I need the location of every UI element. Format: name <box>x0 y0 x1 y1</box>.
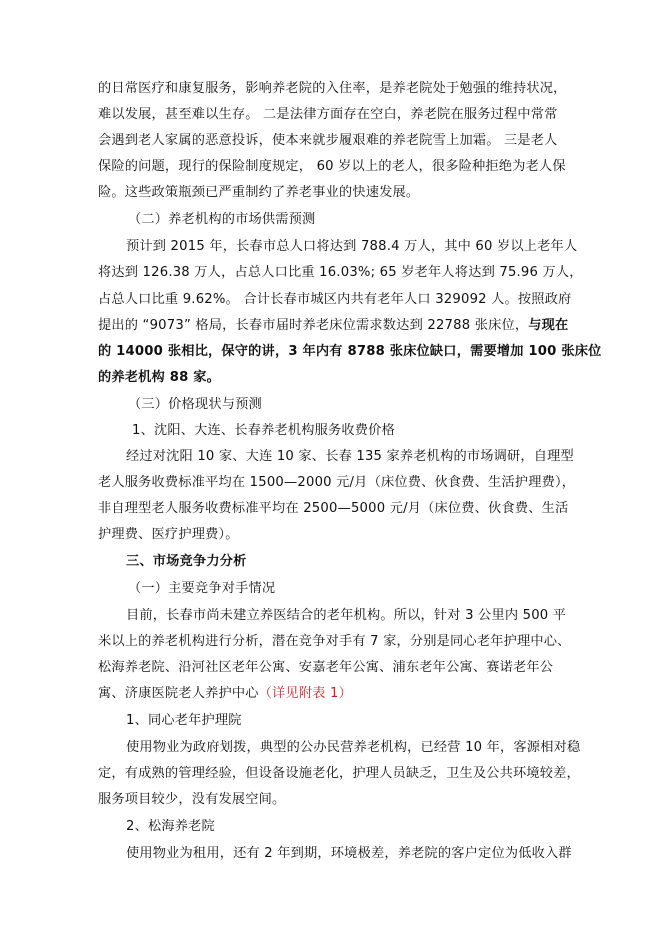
paragraph-line: 会遇到老人家属的恶意投诉，使本来就步履艰难的养老院雪上加霜。 三是老人 <box>98 133 558 148</box>
paragraph-line: 松海养老院、沿河社区老年公寓、安嘉老年公寓、浦东老年公寓、赛诺老年公 <box>98 660 554 675</box>
paragraph-line: 预计到 2015 年，长春市总人口将达到 788.4 万人，其中 60 岁以上老年人 <box>126 239 578 254</box>
chapter-heading-competition: 三、市场竞争力分析 <box>126 554 247 569</box>
subsection-heading-price: 1、沈阳、大连、长春养老机构服务收费价格 <box>132 423 395 438</box>
paragraph-line: 的日常医疗和康复服务，影响养老院的入住率，是养老院处于勉强的维持状况， <box>98 81 567 96</box>
paragraph-line: 非自理型老人服务收费标准平均在 2500—5000 元/月（床位费、伙食费、生活 <box>98 501 569 516</box>
subsection-heading-songhai: 2、松海养老院 <box>126 819 215 834</box>
paragraph-line-mixed <box>98 685 352 703</box>
paragraph-text: 提出的 “9073” 格局，长春市届时养老床位需求数达到 22788 张床位， <box>98 318 529 333</box>
paragraph-line: 使用物业为政府划拨，典型的公办民营养老机构，已经营 10 年，客源相对稳 <box>126 740 581 755</box>
paragraph-line: 经过对沈阳 10 家、大连 10 家、长春 135 家养老机构的市场调研，自理型 <box>126 449 574 464</box>
appendix-note: （详见附表 1） <box>258 686 352 701</box>
paragraph-line: 占总人口比重 9.62%。 合计长春市城区内共有老年人口 329092 人。按照政府 <box>98 292 572 307</box>
paragraph-text: 寓、济康医院老人养护中心 <box>98 686 259 701</box>
paragraph-line: 难以发展，甚至难以生存。 二是法律方面存在空白，养老院在服务过程中常常 <box>98 107 558 122</box>
paragraph-line: 米以上的养老机构进行分析，潜在竞争对手有 7 家，分别是同心老年护理中心、 <box>98 634 571 649</box>
paragraph-line: 险。这些政策瓶颈已严重制约了养老事业的快速发展。 <box>98 185 420 200</box>
bold-text: 与现在 <box>528 318 569 333</box>
section-heading-supply: （二）养老机构的市场供需预测 <box>128 212 316 227</box>
paragraph-line: 服务项目较少，没有发展空间。 <box>98 792 286 807</box>
subsection-heading-tongxin: 1、同心老年护理院 <box>126 713 242 728</box>
paragraph-line-mixed <box>98 317 568 335</box>
paragraph-line: 保险的问题，现行的保险制度规定， 60 岁以上的老人，很多险种拒绝为老人保 <box>98 159 566 174</box>
paragraph-line: 护理费、医疗护理费）。 <box>98 527 239 542</box>
paragraph-line: 将达到 126.38 万人，占总人口比重 16.03%; 65 岁老年人将达到 75.96 万人， <box>98 265 583 280</box>
paragraph-line: 目前，长春市尚未建立养医结合的老年机构。所以，针对 3 公里内 500 平 <box>126 608 567 623</box>
paragraph-line: 使用物业为租用，还有 2 年到期，环境极差，养老院的客户定位为低收入群 <box>126 846 572 861</box>
section-heading-rivals: （一）主要竞争对手情况 <box>128 581 276 596</box>
bold-paragraph-line: 的养老机构 88 家。 <box>98 370 221 385</box>
paragraph-line: 定，有成熟的管理经验，但设备设施老化，护理人员缺乏，卫生及公共环境较差， <box>98 766 580 781</box>
bold-paragraph-line: 的 14000 张相比，保守的讲，3 年内有 8788 张床位缺口，需要增加 100 张床位 <box>98 344 602 359</box>
paragraph-line: 老人服务收费标准平均在 1500—2000 元/月（床位费、伙食费、生活护理费）， <box>98 475 576 490</box>
section-heading-price: （三）价格现状与预测 <box>128 397 262 412</box>
